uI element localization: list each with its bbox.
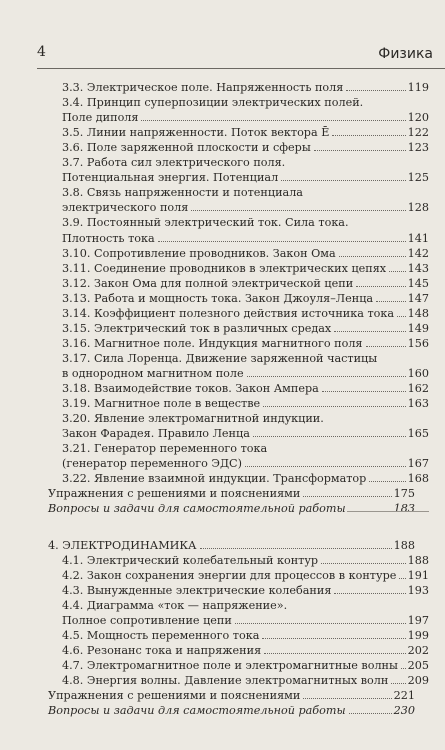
page-header — [0, 44, 445, 70]
dot-leader — [158, 241, 406, 242]
toc-entry-title: 3.18. Взаимодействие токов. Закон Ампера — [62, 382, 319, 395]
toc-entry-title: (генератор переменного ЭДС) — [62, 457, 242, 471]
toc-page-number: 156 — [407, 336, 429, 350]
toc-entry — [62, 110, 429, 125]
dot-leader — [346, 90, 405, 91]
toc-page-number: 125 — [407, 171, 429, 185]
dot-leader — [141, 120, 405, 121]
toc-entry-title: Закон Фарадея. Правило Ленца — [62, 427, 250, 441]
toc-entry — [62, 246, 429, 261]
dot-leader — [366, 346, 406, 347]
toc-entry — [62, 200, 429, 215]
toc-entry-title: 3.11. Соединение проводников в электрических цепях — [62, 261, 387, 275]
toc-entry — [62, 261, 429, 276]
toc-entry — [62, 471, 429, 486]
toc-page-number: 148 — [407, 306, 429, 320]
toc-entry — [62, 321, 429, 336]
toc-page-number: 149 — [407, 321, 429, 335]
header-rule — [37, 68, 445, 69]
dot-leader — [303, 698, 391, 699]
toc-page-number: 167 — [407, 457, 429, 471]
toc-entry — [48, 688, 415, 703]
toc-entry-title: 3.6. Поле заряженной плоскости и сферы — [62, 141, 311, 155]
toc-entry-line — [62, 215, 350, 230]
toc-entry — [62, 628, 429, 643]
toc-entry-title: 3.22. Явление взаимной индукции. Трансформатор — [62, 472, 367, 486]
toc-page-number: 193 — [407, 583, 429, 597]
dot-leader — [191, 210, 405, 211]
toc-entry-title: Плотность тока — [62, 231, 155, 245]
dot-leader — [253, 436, 406, 437]
dot-leader — [356, 286, 405, 287]
dot-leader — [314, 150, 406, 151]
toc-entry — [62, 291, 429, 306]
toc-page-number: 162 — [407, 382, 429, 395]
toc-entry-title: Вопросы и задачи для самостоятельной работы — [48, 704, 346, 717]
toc-entry-title: 3.19. Магнитное поле в веществе — [62, 397, 261, 411]
toc-entry-title: 4.2. Закон сохранения энергии для процессов в контуре — [62, 568, 397, 582]
toc-entry — [62, 456, 429, 471]
toc-entry — [62, 426, 429, 441]
dot-leader — [339, 256, 406, 257]
toc-entry-title: Полное сопротивление цепи — [62, 613, 232, 627]
dot-leader — [247, 376, 406, 377]
toc-entry-title: 3.15. Электрический ток в различных средах — [62, 321, 332, 335]
toc-entry — [62, 381, 429, 396]
dot-leader — [281, 180, 405, 181]
dot-leader — [349, 713, 392, 714]
toc-page-number: 209 — [407, 673, 429, 687]
dot-leader — [332, 135, 405, 136]
toc-page-number: 165 — [407, 427, 429, 441]
dot-leader — [322, 391, 406, 392]
toc-entry — [48, 538, 415, 553]
toc-entry-title: 3.14. Коэффициент полезного действия источника тока — [62, 306, 395, 320]
toc-page-number: 160 — [407, 367, 429, 380]
toc-entry-title: 4.3. Вынужденные электрические колебания — [62, 583, 332, 597]
toc-entry — [62, 613, 429, 628]
dot-leader — [389, 271, 406, 272]
dot-leader — [262, 638, 405, 639]
toc-entry — [48, 703, 415, 718]
toc-entry-line — [62, 441, 268, 456]
dot-leader — [200, 548, 392, 549]
toc-entry — [62, 396, 429, 411]
toc-page-number: 183 — [393, 502, 415, 516]
toc-page-number: 145 — [407, 276, 429, 290]
toc-entry — [48, 486, 415, 501]
toc-entry-title: 3.7. Работа сил электрического поля. — [62, 156, 286, 170]
toc-entry-title: 3.10. Сопротивление проводников. Закон Ома — [62, 246, 336, 260]
toc-page-number: 142 — [407, 246, 429, 260]
dot-leader — [264, 653, 406, 654]
toc-entry — [62, 306, 429, 321]
toc-page-number: 205 — [407, 658, 429, 672]
toc-entry-title: 3.12. Закон Ома для полной электрической цепи — [62, 276, 354, 290]
toc-entry — [62, 583, 429, 598]
toc-page-number: 122 — [407, 126, 429, 140]
toc-entry — [62, 658, 429, 673]
toc-entry-title: 3.13. Работа и мощность тока. Закон Джоуля–Ленца — [62, 291, 374, 305]
toc-entry-title: Упражнения с решениями и пояснениями — [48, 688, 301, 702]
toc-page-number: 188 — [393, 538, 415, 552]
toc-entry-title: 4.1. Электрический колебательный контур — [62, 553, 319, 567]
toc-entry — [62, 673, 429, 688]
toc-entry — [62, 231, 429, 246]
dot-leader — [245, 466, 406, 467]
toc-page-number: 141 — [407, 231, 429, 245]
dot-leader — [401, 668, 406, 669]
toc-entry — [62, 170, 429, 185]
toc-entry-title: Вопросы и задачи для самостоятельной работы — [48, 502, 346, 516]
dot-leader — [235, 623, 406, 624]
toc-entry-line — [62, 411, 325, 426]
toc-entry-title: в однородном магнитном поле — [62, 367, 244, 380]
dot-leader — [263, 406, 406, 407]
dot-leader — [369, 481, 405, 482]
toc-entry-line — [62, 598, 288, 613]
toc-entry — [62, 366, 429, 381]
toc-entry-title: Упражнения с решениями и пояснениями — [48, 487, 301, 501]
toc-entry — [48, 501, 415, 516]
toc-entry-line — [62, 95, 364, 110]
dot-leader — [303, 496, 391, 497]
toc-entry-title: 4.8. Энергия волны. Давление электромагнитных волн — [62, 673, 389, 687]
toc-page-number: 197 — [407, 613, 429, 627]
toc-page-number: 147 — [407, 291, 429, 305]
toc-entry — [62, 140, 429, 155]
dot-leader — [321, 563, 406, 564]
toc-entry-title: 3.20. Явление электромагнитной индукции. — [62, 412, 324, 426]
toc-entry — [62, 80, 429, 95]
dot-leader — [391, 683, 405, 684]
toc-page-number: 188 — [407, 553, 429, 567]
toc-page-number: 230 — [393, 704, 415, 717]
toc-entry-title: Поле диполя — [62, 111, 139, 125]
toc-entry-title: 4.7. Электромагнитное поле и электромагнитные волны — [62, 658, 398, 672]
toc-entry-title: 3.4. Принцип суперпозиции электрических полей. — [62, 96, 364, 110]
toc-entry-title: 4. ЭЛЕКТРОДИНАМИКА — [48, 538, 197, 552]
toc-page-number: 119 — [407, 81, 429, 94]
toc-page-number: 175 — [393, 487, 415, 501]
toc-entry-title: 3.9. Постоянный электрический ток. Сила тока. — [62, 216, 349, 230]
toc-entry-title: 4.6. Резонанс тока и напряжения — [62, 643, 262, 657]
toc-page-number: 202 — [407, 643, 429, 657]
toc-entry-title: 3.8. Связь напряженности и потенциала — [62, 186, 303, 200]
toc-entry-title: 4.4. Диаграмма «ток — напряжение». — [62, 598, 288, 612]
dot-leader — [397, 316, 406, 317]
toc-entry — [62, 553, 429, 568]
toc-entry-line — [62, 155, 286, 170]
toc-page-number: 120 — [407, 111, 429, 125]
dot-leader — [399, 578, 405, 579]
toc-entry-line — [62, 351, 378, 366]
toc-page-number: 143 — [407, 261, 429, 275]
toc-entry-title: электрического поля — [62, 201, 189, 215]
toc-entry-title: 3.5. Линии напряженности. Поток вектора Ē — [62, 126, 330, 140]
page-number: 4 — [37, 44, 46, 60]
dot-leader — [334, 593, 405, 594]
toc-entry-title: 3.16. Магнитное поле. Индукция магнитного поля — [62, 336, 363, 350]
toc-page-number: 168 — [407, 472, 429, 486]
toc-entry-title: 3.3. Электрическое поле. Напряженность поля — [62, 81, 344, 94]
toc-entry — [62, 276, 429, 291]
running-title: Физика — [378, 46, 433, 62]
toc-page-number: 199 — [407, 628, 429, 642]
toc-page-number: 221 — [393, 688, 415, 702]
toc-page-number: 163 — [407, 397, 429, 411]
toc-entry-title: Потенциальная энергия. Потенциал — [62, 171, 279, 185]
toc-entry-line — [62, 185, 304, 200]
toc-entry — [62, 336, 429, 351]
toc-entry-title: 3.21. Генератор переменного тока — [62, 442, 268, 456]
toc-page-number: 191 — [407, 568, 429, 582]
toc-page-number: 128 — [407, 201, 429, 215]
toc-entry-title: 3.17. Сила Лоренца. Движение заряженной частицы — [62, 351, 378, 365]
toc-entry — [62, 643, 429, 658]
toc-entry-title: 4.5. Мощность переменного тока — [62, 628, 260, 642]
toc-page-number: 123 — [407, 141, 429, 155]
dot-leader — [334, 331, 405, 332]
toc-entry — [62, 568, 429, 583]
toc-entry — [62, 125, 429, 140]
dot-leader — [376, 301, 406, 302]
